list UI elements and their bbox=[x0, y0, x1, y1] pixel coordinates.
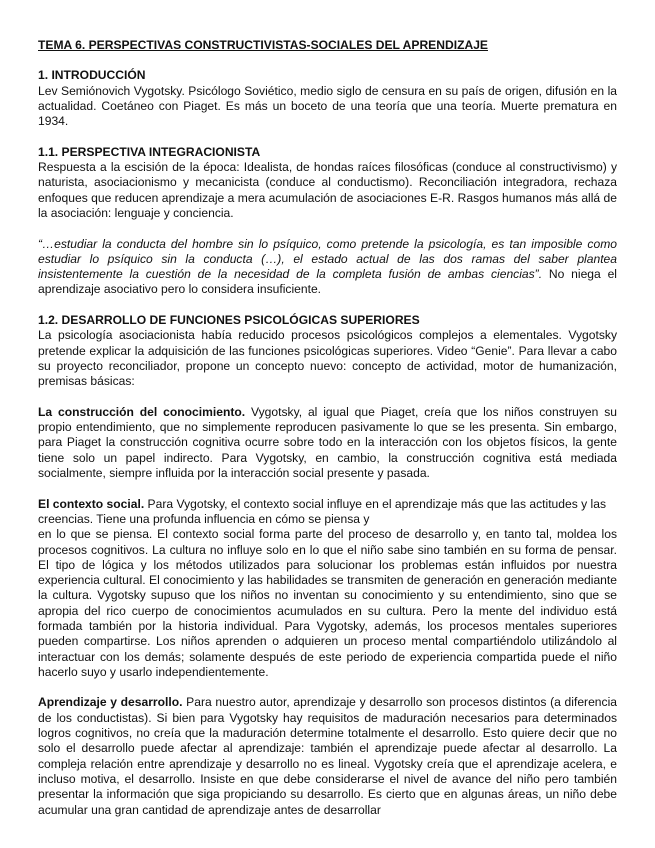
section-funciones-heading: 1.2. DESARROLLO DE FUNCIONES PSICOLÓGICAS SUPERIORES bbox=[38, 313, 420, 328]
contexto-text-line1: Para Vygotsky, el contexto social influye en el aprendizaje más que las actitudes y las creencias. Tiene una profunda influencia en cómo se piensa y bbox=[38, 496, 607, 526]
construccion-paragraph bbox=[38, 405, 617, 481]
section-funciones-text: La psicología asociacionista había reducido procesos psicológicos complejos a elementales. Vygotsky pretende explicar la adquisición de las funciones psicológicas superiores. Video “Genie”. Para llevar a cabo su proyecto reconciliador, propone un concepto nuevo: concepto de actividad, motor de humanización, premisas básicas: bbox=[38, 328, 617, 389]
construccion-lead: La construcción del conocimiento. bbox=[38, 404, 246, 419]
section-intro-text: Lev Semiónovich Vygotsky. Psicólogo Soviético, medio siglo de censura en su país de origen, difusión en la actualidad. Coetáneo con Piaget. Es más un boceto de una teoría que una teoría. Muerte prematura en 1934. bbox=[38, 83, 617, 129]
contexto-lead: El contexto social. bbox=[38, 496, 145, 511]
section-integracionista-text: Respuesta a la escisión de la época: Idealista, de hondas raíces filosóficas (conduce al constructivismo) y naturista, asociacionismo y mecanicista (conduce al conductismo). Reconciliación integradora, rechaza enfoques que reducen aprendizaje a mera acumulación de asociaciones E-R. Rasgos humanos más allá de la asociación: lenguaje y conciencia. bbox=[38, 160, 617, 220]
aprendizaje-lead: Aprendizaje y desarrollo. bbox=[38, 695, 183, 710]
aprendizaje-text: Para nuestro autor, aprendizaje y desarrollo son procesos distintos (a diferencia de los conductistas). Si bien para Vygotsky hay requisitos de maduración necesarios para determinados logros cognitivos, no creía que la maduración determine totalmente el desarrollo. Esto quiere decir que no solo el desarrollo puede afectar al aprendizaje: también el aprendizaje puede afectar al desarrollo. La compleja relación entre aprendizaje y desarrollo no es lineal. Vygotsky creía que el aprendizaje acelera, e incluso motiva, el desarrollo. Insiste en que debe considerarse el nivel de avance del niño pero también presentar la información que siga propiciando su desarrollo. Es cierto que en algunas áreas, un niño debe acumular una gran cantidad de aprendizaje antes de desarrollar bbox=[38, 695, 617, 817]
contexto-paragraph-first-line bbox=[38, 497, 617, 528]
construccion-text: Vygotsky, al igual que Piaget, creía que los niños construyen su propio entendimiento, que no simplemente reproducen pasivamente lo que se les presenta. Sin embargo, para Piaget la construcción cognitiva ocurre sobre todo en la interacción con los objetos físicos, la gente tiene solo un papel indirecto. Para Vygotsky, en cambio, la construcción cognitiva está mediada socialmente, siempre influida por la interacción social presente y pasada. bbox=[38, 404, 617, 481]
section-intro-heading: 1. INTRODUCCIÓN bbox=[38, 68, 146, 83]
document-title: TEMA 6. PERSPECTIVAS CONSTRUCTIVISTAS-SOCIALES DEL APRENDIZAJE bbox=[38, 38, 488, 52]
quote-paragraph bbox=[38, 237, 617, 298]
aprendizaje-paragraph bbox=[38, 695, 617, 817]
quote-followup: No niega el aprendizaje asociativo pero lo considera insuficiente. bbox=[38, 267, 617, 297]
section-integracionista-heading: 1.1. PERSPECTIVA INTEGRACIONISTA bbox=[38, 144, 261, 159]
vygotsky-quote: “…estudiar la conducta del hombre sin lo psíquico, como pretende la psicología, es tan imposible como estudiar lo psíquico sin la conducta (…), el estado actual de las dos ramas del saber plantea insistentemente la cuestión de la necesidad de la completa fusión de ambas ciencias”. bbox=[38, 236, 617, 282]
contexto-paragraph-rest: en lo que se piensa. El contexto social forma parte del proceso de desarrollo y, en tanto tal, moldea los procesos cognitivos. La cultura no influye solo en lo que el niño sabe sino también en su forma de pensar. El tipo de lógica y los métodos utilizados para solucionar los problemas están influidos por nuestra experiencia cultural. El conocimiento y las habilidades se transmiten de generación en generación mediante la cultura. Vygotsky supuso que los niños no inventan su conocimiento y su entendimiento, sino que se apropia del rico cuerpo de conocimientos acumulados en su cultura. Pero la mente del individuo está formada también por la historia individual. Para Vygotsky, además, los procesos mentales superiores pueden compartirse. Los niños aprenden o adquieren un proceso mental compartiéndolo utilizándolo al interactuar con los demás; solamente después de este periodo de experiencia compartida puede el niño hacerlo suyo y usarlo independientemente. bbox=[38, 527, 617, 679]
